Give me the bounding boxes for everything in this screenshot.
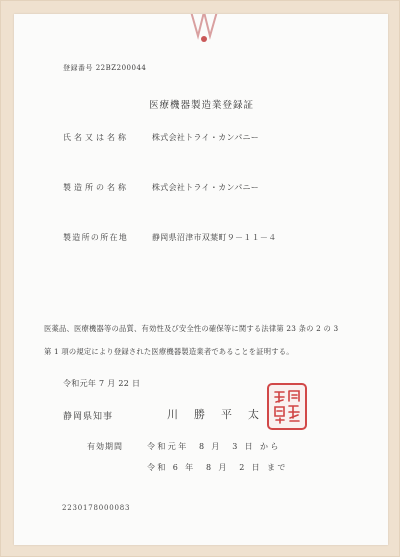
validity-to: 令和 6 年 8 月 2 日 まで (147, 463, 288, 472)
validity-label: 有効期間 (87, 442, 123, 451)
official-seal-icon (267, 383, 307, 430)
registration-number: 登録番号 22BZ200044 (63, 64, 147, 72)
issue-date: 令和元年 7 月 22 日 (63, 379, 141, 388)
statement-line-1: 医薬品、医療機器等の品質、有効性及び安全性の確保等に関する法律第 23 条の 2 の 3 (44, 324, 339, 333)
serial-number: 2230178000083 (62, 504, 131, 512)
field-value-facility-name: 株式会社トライ・カンパニー (152, 183, 260, 192)
governor-name: 川勝平太 (167, 408, 275, 421)
validity-from: 令和元年 8 月 3 日 から (147, 442, 281, 451)
statement-line-2: 第 1 項の規定により登録された医療機器製造業者であることを証明する。 (44, 347, 294, 356)
governor-title: 静岡県知事 (63, 412, 114, 422)
field-label-name: 氏名又は名称 (63, 133, 129, 142)
seal-glyph-icon (272, 388, 302, 425)
certificate-sheet (14, 14, 388, 545)
field-label-facility-address: 製造所の所在地 (63, 233, 129, 242)
field-label-facility-name: 製造所の名称 (63, 183, 129, 192)
certificate-title: 医療機器製造業登録証 (149, 100, 255, 111)
field-value-facility-address: 静岡県沼津市双葉町９－１１－４ (152, 233, 277, 242)
field-value-name: 株式会社トライ・カンパニー (152, 133, 260, 142)
top-stamp-icon (184, 14, 226, 46)
